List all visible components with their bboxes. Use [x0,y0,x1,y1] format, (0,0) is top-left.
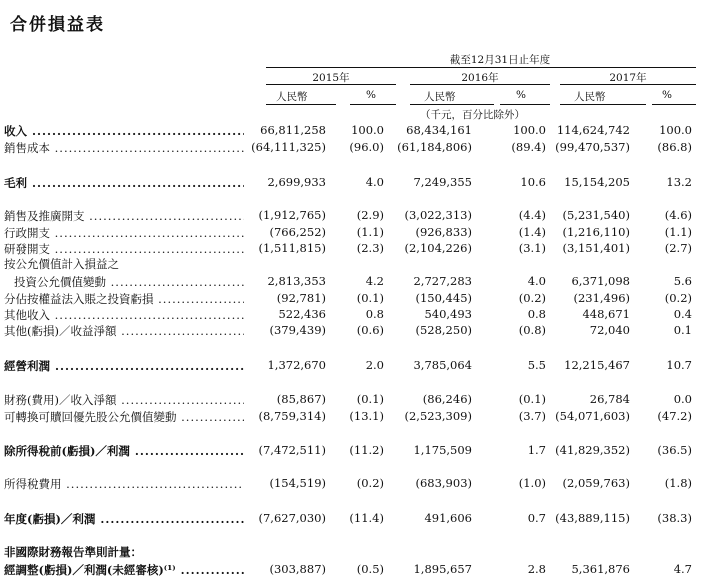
amount-cell: (85,867) [276,392,326,406]
percent-cell: 5.6 [673,274,692,288]
percent-cell: (0.6) [356,323,384,337]
table-row [0,562,713,578]
percent-cell: 4.2 [365,274,384,288]
year-rule-2016 [410,84,550,85]
amount-cell: 72,040 [589,323,630,337]
currency-2016: 人民幣 [424,91,456,103]
percent-2017: % [662,89,672,101]
table-row [0,241,713,257]
row-label: 銷售及推廣開支 ..... [4,208,244,224]
table-row [0,358,713,374]
percent-cell: (1.1) [664,225,692,239]
percent-cell: (96.0) [349,140,384,154]
col-rule-6 [652,104,696,105]
currency-2015: 人民幣 [276,91,308,103]
row-label: 所得稅費用 ..... [4,476,244,492]
amount-cell: (303,887) [269,562,326,576]
percent-cell: 0.0 [673,392,692,406]
percent-cell: 100.0 [659,123,692,137]
amount-cell: 540,493 [424,307,472,321]
amount-cell: (7,472,511) [258,443,326,457]
row-label: 行政開支 ..... [4,225,244,241]
amount-cell: (86,246) [422,392,472,406]
amount-cell: 2,727,283 [413,274,472,288]
table-row [0,409,713,425]
amount-cell: 5,361,876 [571,562,630,576]
amount-cell: (54,071,603) [555,409,630,423]
row-label: 投資公允價值變動 ..... [14,274,244,290]
year-2015: 2015年 [312,72,350,84]
row-label: 財務(費用)／收入淨額 ..... [4,392,244,408]
amount-cell: 1,372,670 [267,358,326,372]
percent-cell: 13.2 [666,175,692,189]
col-rule-2 [350,104,396,105]
currency-2017: 人民幣 [574,91,606,103]
year-rule-2015 [266,84,396,85]
percent-cell: (0.1) [356,291,384,305]
amount-cell: (43,889,115) [555,511,630,525]
percent-cell: (0.1) [518,392,546,406]
amount-cell: (2,059,763) [562,476,630,490]
year-2017: 2017年 [609,72,647,84]
period-header: 截至12月31日止年度 [449,54,551,66]
amount-cell: 2,699,933 [267,175,326,189]
table-row [0,511,713,527]
percent-cell: (11.4) [349,511,384,525]
amount-cell: (926,833) [415,225,472,239]
row-label: 年度(虧損)／利潤 ..... [4,511,244,527]
percent-cell: 10.6 [520,175,546,189]
amount-cell: 15,154,205 [564,175,630,189]
amount-cell: 12,215,467 [564,358,630,372]
amount-cell: (683,903) [415,476,472,490]
amount-cell: 1,895,657 [413,562,472,576]
amount-cell: (154,519) [269,476,326,490]
col-rule-4 [500,104,550,105]
amount-cell: 114,624,742 [556,123,630,137]
table-row [0,140,713,156]
amount-cell: (1,912,765) [258,208,326,222]
amount-cell: 2,813,353 [267,274,326,288]
row-label: 其他收入 ..... [4,307,244,323]
year-2016: 2016年 [461,72,499,84]
percent-cell: 2.8 [527,562,546,576]
amount-cell: (2,523,309) [404,409,472,423]
table-row [0,291,713,307]
percent-cell: (4.4) [518,208,546,222]
percent-cell: 100.0 [513,123,546,137]
percent-cell: 0.8 [527,307,546,321]
table-row [0,392,713,408]
percent-cell: (36.5) [657,443,692,457]
row-label: 分佔按權益法入賬之投資虧損 ..... [4,291,244,307]
percent-cell: (11.2) [349,443,384,457]
percent-2016: % [516,89,526,101]
percent-cell: (89.4) [511,140,546,154]
percent-cell: 10.7 [666,358,692,372]
amount-cell: 3,785,064 [413,358,472,372]
amount-cell: (3,151,401) [562,241,630,255]
table-row [0,443,713,459]
percent-cell: (38.3) [657,511,692,525]
percent-cell: 4.7 [673,562,692,576]
col-rule-3 [410,104,494,105]
percent-cell: (0.2) [518,291,546,305]
percent-cell: (0.5) [356,562,384,576]
amount-cell: (1,511,815) [258,241,326,255]
percent-cell: (1.1) [356,225,384,239]
row-label: 經營利潤 ..... [4,358,244,374]
amount-cell: 1,175,509 [413,443,472,457]
percent-cell: 100.0 [351,123,384,137]
row-label: 研發開支 ..... [4,241,244,257]
amount-cell: (528,250) [415,323,472,337]
row-label: 可轉換可贖回優先股公允價值變動 ..... [4,409,244,425]
percent-cell: (0.2) [356,476,384,490]
percent-cell: (1.0) [518,476,546,490]
percent-cell: (3.7) [518,409,546,423]
amount-cell: 491,606 [424,511,472,525]
period-rule [266,67,696,68]
percent-cell: 1.7 [527,443,546,457]
percent-cell: 4.0 [527,274,546,288]
row-label: 銷售成本 ..... [4,140,244,156]
amount-cell: 6,371,098 [571,274,630,288]
table-row [0,175,713,191]
table-row [0,323,713,339]
percent-cell: 2.0 [365,358,384,372]
percent-cell: 0.4 [673,307,692,321]
amount-cell: 66,811,258 [260,123,326,137]
amount-cell: (766,252) [269,225,326,239]
table-row [0,274,713,290]
col-rule-5 [560,104,646,105]
amount-cell: 26,784 [589,392,630,406]
percent-cell: (1.4) [518,225,546,239]
row-label: 除所得稅前(虧損)／利潤 ..... [4,443,244,459]
amount-cell: 522,436 [278,307,326,321]
amount-cell: (379,439) [269,323,326,337]
amount-cell: (99,470,537) [555,140,630,154]
table-row [0,476,713,492]
percent-cell: 0.8 [365,307,384,321]
percent-cell: (2.3) [356,241,384,255]
percent-cell: (3.1) [518,241,546,255]
amount-cell: (8,759,314) [258,409,326,423]
unit-note: （千元，百分比除外） [420,109,525,121]
amount-cell: (3,022,313) [404,208,472,222]
percent-cell: (2.7) [664,241,692,255]
percent-cell: (2.9) [356,208,384,222]
percent-cell: (0.2) [664,291,692,305]
percent-cell: (4.6) [664,208,692,222]
amount-cell: (2,104,226) [404,241,472,255]
amount-cell: (41,829,352) [555,443,630,457]
amount-cell: (64,111,325) [251,140,326,154]
amount-cell: (1,216,110) [562,225,630,239]
percent-cell: 4.0 [365,175,384,189]
amount-cell: 7,249,355 [413,175,472,189]
table-row [0,544,713,560]
amount-cell: (231,496) [573,291,630,305]
amount-cell: 68,434,161 [406,123,472,137]
row-label: 按公允價值計入損益之 [4,257,119,271]
percent-cell: (0.1) [356,392,384,406]
amount-cell: (5,231,540) [562,208,630,222]
page-title: 合併損益表 [10,15,105,35]
amount-cell: (150,445) [415,291,472,305]
table-row [0,225,713,241]
percent-cell: 0.1 [673,323,692,337]
table-row [0,307,713,323]
percent-cell: (13.1) [349,409,384,423]
row-label: 非國際財務報告準則計量： [4,545,142,559]
row-label: 經調整(虧損)／利潤(未經審核)⁽¹⁾ ..... [4,562,244,578]
percent-cell: (1.8) [664,476,692,490]
percent-cell: (86.8) [657,140,692,154]
percent-2015: % [366,89,376,101]
percent-cell: (47.2) [657,409,692,423]
row-label: 其他(虧損)／收益淨額 ..... [4,323,244,339]
row-label: 毛利 ..... [4,175,244,191]
col-rule-1 [266,104,336,105]
table-row [0,123,713,139]
amount-cell: (7,627,030) [258,511,326,525]
amount-cell: 448,671 [582,307,630,321]
amount-cell: (92,781) [276,291,326,305]
percent-cell: (0.8) [518,323,546,337]
percent-cell: 5.5 [527,358,546,372]
amount-cell: (61,184,806) [397,140,472,154]
table-row [0,208,713,224]
row-label: 收入 ..... [4,123,244,139]
table-row [0,256,713,272]
year-rule-2017 [560,84,696,85]
percent-cell: 0.7 [527,511,546,525]
